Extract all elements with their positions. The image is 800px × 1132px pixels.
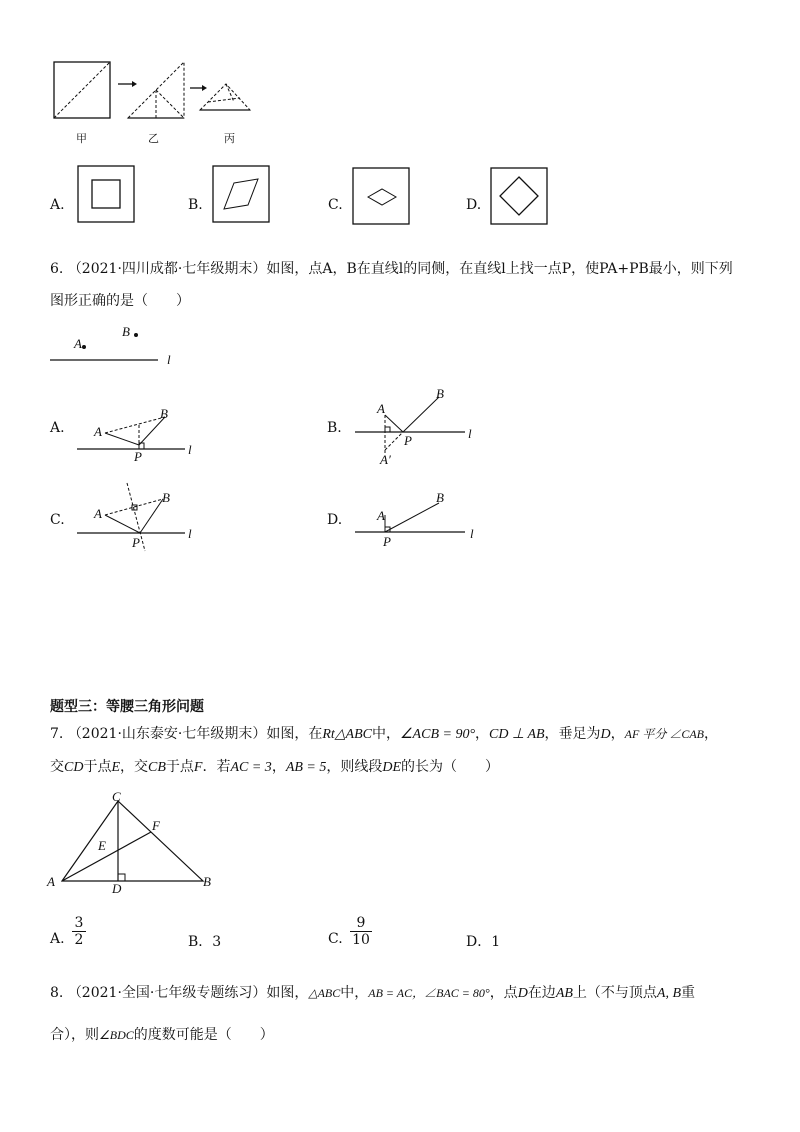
q7-math-AB: AB = 5 [285, 760, 327, 775]
q7-c-numerator: 9 [356, 915, 366, 931]
q8-text: 重 [681, 985, 696, 1001]
q6-line2: 图形正确的是（ ） [50, 293, 190, 309]
q7-fig-F: F [152, 818, 160, 833]
q7-line2 [50, 756, 499, 776]
label-yi: 乙 [148, 132, 159, 145]
arrow-1-head [132, 81, 137, 87]
q7-math-rt: Rt△ABC [322, 727, 372, 742]
q6-a-B: B [160, 406, 168, 421]
q7-fig-C: C [112, 789, 121, 804]
q6-option-c-label[interactable]: C. [50, 512, 65, 528]
q7-math-CD: CD [64, 760, 84, 775]
q7-text: ，垂足为 [544, 726, 601, 742]
q6-b-l: l [468, 426, 472, 441]
q7-fig-A: A [47, 874, 55, 889]
q8-math-vertices: A, B [656, 986, 682, 1001]
q6-fig-A: A [74, 336, 82, 351]
q8-text: 如图， [266, 985, 309, 1001]
fold-yi-3 [156, 90, 184, 118]
q6-option-d-figure [355, 485, 485, 555]
q7-math-bisector: AF 平分 ∠CAB [624, 727, 704, 741]
q6-fig-l: l [167, 352, 171, 367]
q6-source: （2021·四川成都·七年级期末） [67, 261, 267, 277]
q7-math-DE: DE [382, 760, 402, 775]
q7-text: 交 [50, 759, 64, 775]
q6-option-a-label[interactable]: A. [50, 420, 65, 436]
q6-b-P: P [404, 433, 412, 448]
fold-bing-1 [208, 98, 240, 102]
q7-math-E: E [111, 760, 121, 775]
q8-text: 中， [340, 985, 369, 1001]
q7-text: ，则线段 [326, 759, 383, 775]
q7-c-denominator: 10 [350, 931, 372, 948]
q7-math-perp: CD ⊥ AB [489, 727, 545, 742]
fold-option-b-label[interactable]: B. [188, 197, 203, 213]
fold-option-c-label[interactable]: C. [328, 197, 343, 213]
section-title: 题型三：等腰三角形问题 [50, 699, 204, 715]
q8-math-D: D [517, 986, 528, 1001]
q7-option-c[interactable]: C. [328, 931, 343, 947]
folding-figure [50, 58, 310, 128]
q7-fig-E: E [98, 838, 106, 853]
q6-number: 6. [50, 261, 64, 277]
q6-option-b-label[interactable]: B. [327, 420, 342, 436]
fold-option-d-figure [490, 167, 550, 227]
q7-number: 7. [50, 726, 64, 742]
q7-text: 中， [372, 726, 400, 742]
q7-text: ，交 [120, 759, 149, 775]
q6-c-B: B [162, 490, 170, 505]
q7-triangle-figure [55, 796, 225, 896]
q7-text: 的长为（ ） [401, 759, 500, 775]
q6-option-d-label[interactable]: D. [327, 512, 343, 528]
q6-b-A-prime: A′ [380, 452, 391, 467]
fold-option-c-figure [352, 167, 412, 227]
q7-text: 如图，在 [266, 726, 323, 742]
q6-fig-B: B [122, 324, 130, 339]
q6-c-A: A [94, 506, 102, 521]
q6-a-l: l [188, 442, 192, 457]
q7-math-AC: AC = 3 [230, 760, 272, 775]
q8-math-triangle: △ABC [308, 986, 341, 1000]
q7-option-a-fraction [72, 915, 86, 948]
q7-text: ， [610, 726, 625, 742]
q6-a-P: P [134, 449, 142, 464]
fold-option-a-figure [77, 165, 137, 225]
fold-option-b-figure [212, 165, 272, 225]
triangle-bing [200, 84, 250, 110]
q8-math-AB: AB [555, 986, 573, 1001]
q6-d-P: P [383, 534, 391, 549]
q8-line1 [50, 982, 695, 1002]
label-jia: 甲 [76, 132, 87, 145]
q6-c-P: P [132, 535, 140, 550]
q8-math-angle: ∠BDC [99, 1028, 134, 1042]
q7-math-D: D [600, 727, 611, 742]
q8-text: 的度数可能是（ ） [133, 1027, 274, 1043]
q7-option-b[interactable]: B．3 [188, 934, 222, 950]
q6-b-A: A [377, 401, 385, 416]
q8-text: 在边 [527, 985, 556, 1001]
q8-source: （2021·全国·七年级专题练习） [67, 985, 267, 1001]
q7-fig-D: D [112, 881, 122, 896]
q6-b-B: B [436, 386, 444, 401]
arrow-2-head [202, 85, 207, 91]
q8-math-conditions: AB = AC，∠BAC = 80° [368, 986, 490, 1000]
q7-math-angle: ∠ACB = 90° [400, 727, 476, 742]
q7-math-F: F [193, 760, 203, 775]
q7-text: ， [704, 726, 718, 742]
fold-option-d-label[interactable]: D. [466, 197, 482, 213]
q7-text: ．若 [202, 759, 231, 775]
q7-option-d[interactable]: D．1 [466, 934, 501, 950]
q7-text: 于点 [83, 759, 112, 775]
q8-text: 合），则 [50, 1027, 99, 1043]
q8-number: 8. [50, 985, 64, 1001]
q6-a-A: A [94, 424, 102, 439]
q6-stem-1: 如图，点A，B在直线l的同侧，在直线l上找一点P，使PA+PB最小，则下列 [266, 261, 733, 277]
q8-line2 [50, 1024, 274, 1044]
q7-source: （2021·山东泰安·七年级期末） [67, 726, 267, 742]
q8-text: ，点 [489, 985, 518, 1001]
q7-a-denominator: 2 [72, 931, 86, 948]
q6-d-A: A [377, 508, 385, 523]
q7-math-CB: CB [148, 760, 166, 775]
q6-option-b-figure [355, 385, 485, 465]
q6-d-B: B [436, 490, 444, 505]
q7-option-c-fraction [350, 915, 372, 948]
q6-d-l: l [470, 526, 474, 541]
q7-text: ， [271, 759, 286, 775]
q6-line1 [50, 258, 733, 278]
q7-option-a[interactable]: A. [50, 931, 65, 947]
diagonal-jia [54, 62, 110, 118]
label-bing: 丙 [224, 132, 235, 145]
q7-line1 [50, 723, 718, 743]
q6-c-l: l [188, 526, 192, 541]
q8-text: 上（不与顶点 [572, 985, 657, 1001]
fold-option-a-label[interactable]: A. [50, 197, 65, 213]
q7-a-numerator: 3 [74, 915, 84, 931]
q7-text: ， [475, 726, 490, 742]
q7-fig-B: B [203, 874, 211, 889]
q7-text: 于点 [165, 759, 194, 775]
